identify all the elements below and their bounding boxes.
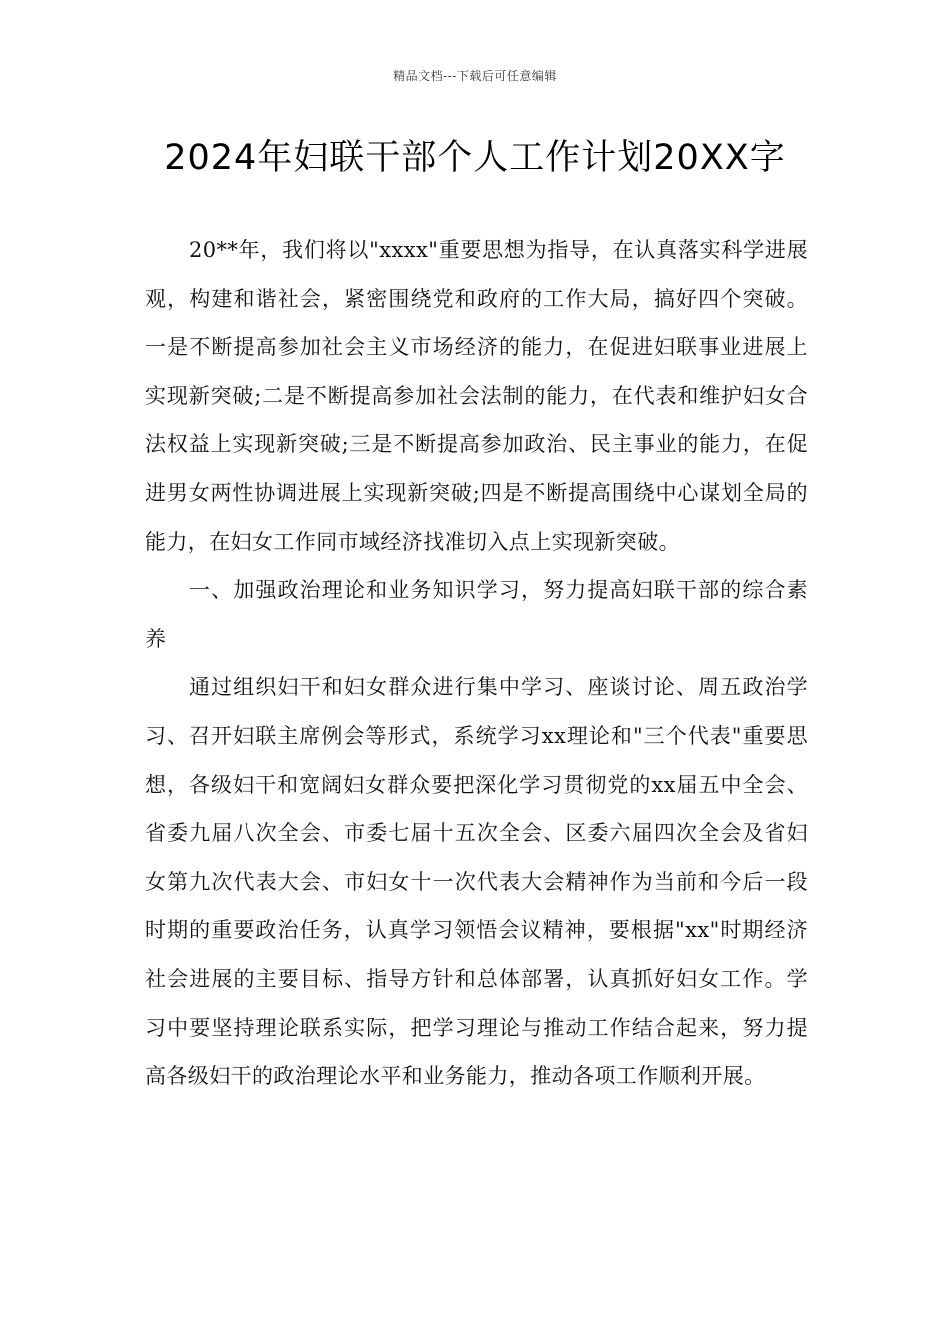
paragraph-section-1: 通过组织妇干和妇女群众进行集中学习、座谈讨论、周五政治学习、召开妇联主席例会等形式，系统学习xx理论和"三个代表"重要思想，各级妇干和宽阔妇女群众要把深化学习贯彻党的xx届五中全会、省委九届八次全会、市委七届十五次全会、区委六届四次全会及省妇女第九次代表大会、市妇女十一次代表大会精神作为当前和今后一段时期的重要政治任务，认真学习领悟会议精神，要根据"xx"时期经济社会进展的主要目标、指导方针和总体部署，认真抓好妇女工作。学习中要坚持理论联系实际，把学习理论与推动工作结合起来，努力提高各级妇干的政治理论水平和业务能力，推动各项工作顺利开展。 — [145, 675, 808, 1089]
section-heading-1: 一、加强政治理论和业务知识学习，努力提高妇联干部的综合素养 — [145, 578, 808, 651]
paragraph-intro: 20**年，我们将以"xxxx"重要思想为指导，在认真落实科学进展观，构建和谐社会，紧密围绕党和政府的工作大局，搞好四个突破。一是不断提高参加社会主义市场经济的能力，在促进妇联事业进展上实现新突破;二是不断提高参加社会法制的能力，在代表和维护妇女合法权益上实现新突破;三是不断提高参加政治、民主事业的能力，在促进男女两性协调进展上实现新突破;四是不断提高围绕中心谋划全局的能力，在妇女工作同市域经济找准切入点上实现新突破。 — [145, 238, 808, 554]
page-header: 精品文档---下载后可任意编辑 — [393, 69, 557, 83]
document-body — [145, 226, 808, 1101]
document-title: 2024年妇联干部个人工作计划20XX字 — [164, 138, 786, 178]
